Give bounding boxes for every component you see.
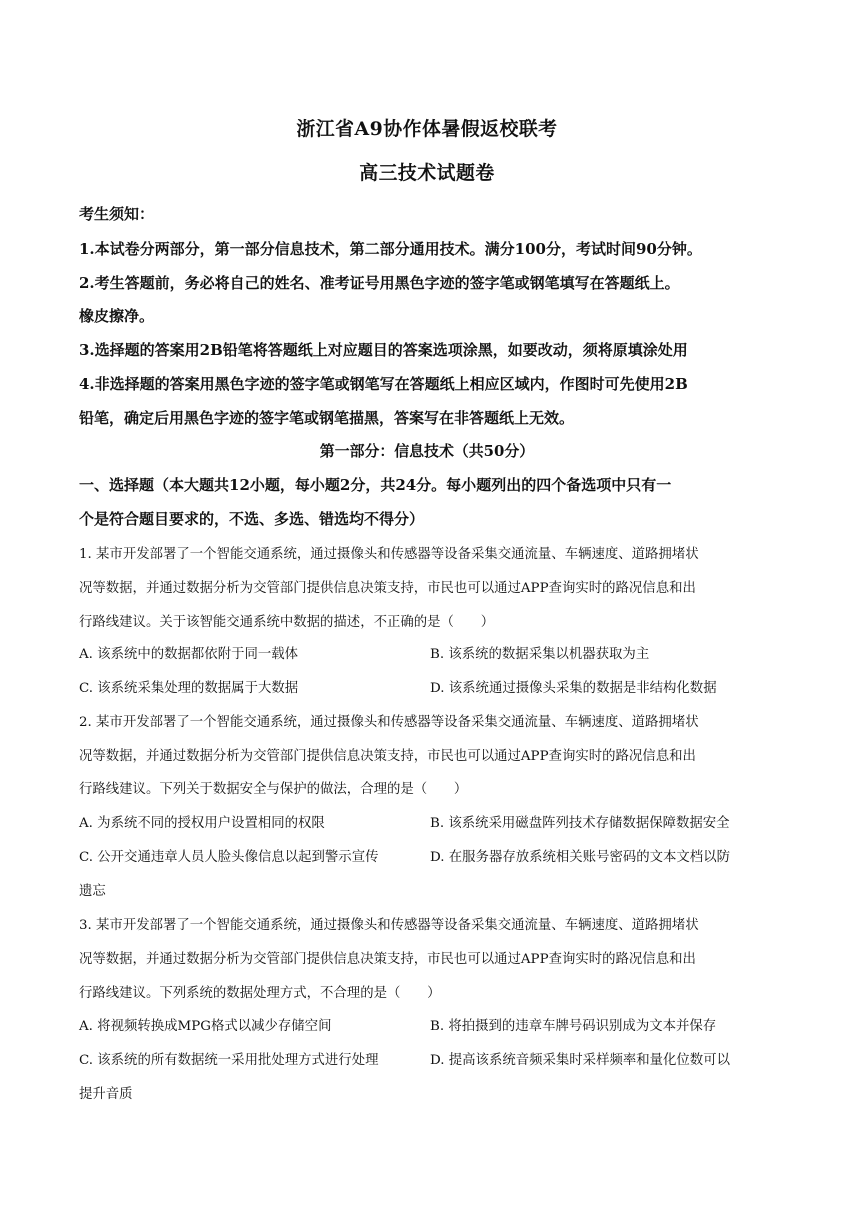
q3-stem-line-3: 行路线建议。下列系统的数据处理方式，不合理的是（ ） [79,986,441,1001]
q1-option-b: B. 该系统的数据采集以机器获取为主 [430,647,650,662]
q2-option-b: B. 该系统采用磁盘阵列技术存储数据保障数据安全 [430,816,730,831]
q1-option-d: D. 该系统通过摄像头采集的数据是非结构化数据 [430,681,717,696]
part-heading: 第一部分：信息技术（共50分） [319,442,535,460]
q2-stem-line-3: 行路线建议。下列关于数据安全与保护的做法，合理的是（ ） [79,782,468,797]
q2-option-a: A. 为系统不同的授权用户设置相同的权限 [79,816,325,831]
notice-line-2b: 橡皮擦净。 [79,307,155,325]
exam-subtitle: 高三技术试题卷 [359,162,495,184]
q1-stem-line-1: 1. 某市开发部署了一个智能交通系统，通过摄像头和传感器等设备采集交通流量、车辆速度、道路拥堵状 [79,547,699,562]
q1-option-a: A. 该系统中的数据都依附于同一载体 [79,647,299,662]
notice-line-2: 2.考生答题前，务必将自己的姓名、准考证号用黑色字迹的签字笔或钢笔填写在答题纸上。 [79,274,680,292]
q3-option-d: D. 提高该系统音频采集时采样频率和量化位数可以 [430,1053,730,1068]
section-heading-line-2: 个是符合题目要求的，不选、多选、错选均不得分） [79,510,425,528]
q3-option-d-continued: 提升音质 [79,1087,133,1102]
q3-stem-line-1: 3. 某市开发部署了一个智能交通系统，通过摄像头和传感器等设备采集交通流量、车辆速度、道路拥堵状 [79,918,699,933]
q3-stem-line-2: 况等数据，并通过数据分析为交管部门提供信息决策支持，市民也可以通过APP查询实时的路况信息和出 [79,952,696,967]
notice-line-4: 4.非选择题的答案用黑色字迹的签字笔或钢笔写在答题纸上相应区域内，作图时可先使用2B [79,375,688,393]
q2-stem-line-2: 况等数据，并通过数据分析为交管部门提供信息决策支持，市民也可以通过APP查询实时的路况信息和出 [79,749,696,764]
q1-stem-line-2: 况等数据，并通过数据分析为交管部门提供信息决策支持，市民也可以通过APP查询实时的路况信息和出 [79,581,696,596]
q2-option-c: C. 公开交通违章人员人脸头像信息以起到警示宣传 [79,850,379,865]
notice-heading: 考生须知： [79,205,155,223]
notice-line-4b: 铅笔，确定后用黑色字迹的签字笔或钢笔描黑，答案写在非答题纸上无效。 [79,409,575,427]
q3-option-a: A. 将视频转换成MPG格式以减少存储空间 [79,1019,332,1034]
q2-option-d: D. 在服务器存放系统相关账号密码的文本文档以防 [430,850,730,865]
notice-line-3: 3.选择题的答案用2B铅笔将答题纸上对应题目的答案选项涂黑，如要改动，须将原填涂处用 [79,341,688,359]
q3-option-b: B. 将拍摄到的违章车牌号码识别成为文本并保存 [430,1019,717,1034]
notice-line-1: 1.本试卷分两部分，第一部分信息技术，第二部分通用技术。满分100分，考试时间90分钟。 [79,240,702,258]
q3-option-c: C. 该系统的所有数据统一采用批处理方式进行处理 [79,1053,379,1068]
exam-title: 浙江省A9协作体暑假返校联考 [296,118,558,140]
section-heading-line-1: 一、选择题（本大题共12小题，每小题2分，共24分。每小题列出的四个备选项中只有一 [79,476,672,494]
q2-option-d-continued: 遗忘 [79,884,106,899]
q1-stem-line-3: 行路线建议。关于该智能交通系统中数据的描述，不正确的是（ ） [79,615,495,630]
q1-option-c: C. 该系统采集处理的数据属于大数据 [79,681,299,696]
q2-stem-line-1: 2. 某市开发部署了一个智能交通系统，通过摄像头和传感器等设备采集交通流量、车辆速度、道路拥堵状 [79,715,699,730]
